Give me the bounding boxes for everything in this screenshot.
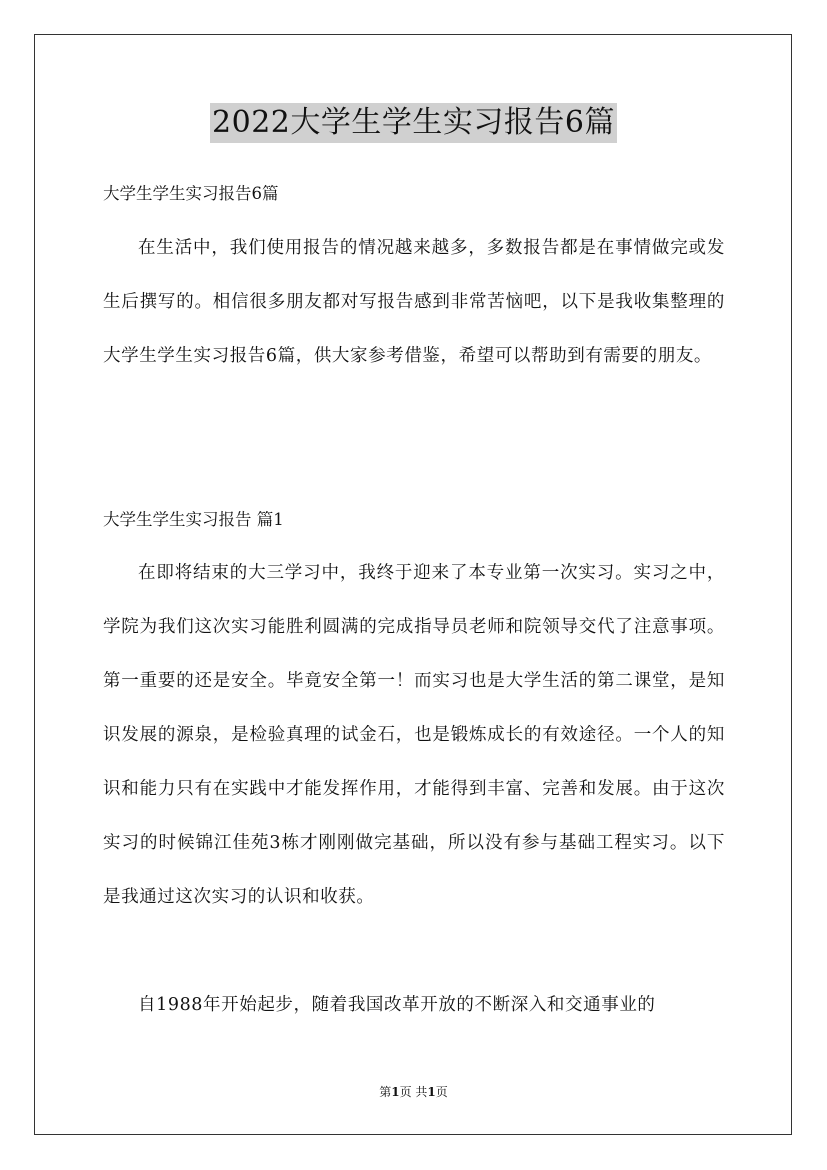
document-subtitle: 大学生学生实习报告6篇	[103, 184, 279, 203]
section-paragraph-2: 自1988年开始起步，随着我国改革开放的不断深入和交通事业的	[138, 995, 656, 1015]
intro-paragraph: 在生活中，我们使用报告的情况越来越多，多数报告都是在事情做完或发生后撰写的。相信很多朋友都对写报告感到非常苦恼吧，以下是我收集整理的大学生学生实习报告6篇，供大家参考借鉴，希望可以帮助到有需要的朋友。	[103, 238, 725, 366]
document-title: 2022大学生学生实习报告6篇	[210, 103, 617, 143]
footer-page-number: 1	[391, 1085, 400, 1099]
section-heading: 大学生学生实习报告 篇1	[103, 510, 284, 529]
title-container	[0, 103, 827, 143]
footer-suffix: 页	[435, 1085, 448, 1099]
page-footer	[0, 1084, 827, 1100]
section-paragraph: 在即将结束的大三学习中，我终于迎来了本专业第一次实习。实习之中，学院为我们这次实习能胜利圆满的完成指导员老师和院领导交代了注意事项。第一重要的还是安全。毕竟安全第一！而实习也是大学生活的第二课堂，是知识发展的源泉，是检验真理的试金石，也是锻炼成长的有效途径。一个人的知识和能力只有在实践中才能发挥作用，才能得到丰富、完善和发展。由于这次实习的时候锦江佳苑3栋才刚刚做完基础，所以没有参与基础工程实习。以下是我通过这次实习的认识和收获。	[103, 563, 725, 907]
footer-prefix: 第	[379, 1085, 392, 1099]
footer-mid: 页 共	[399, 1085, 428, 1099]
footer-page-total: 1	[427, 1085, 436, 1099]
